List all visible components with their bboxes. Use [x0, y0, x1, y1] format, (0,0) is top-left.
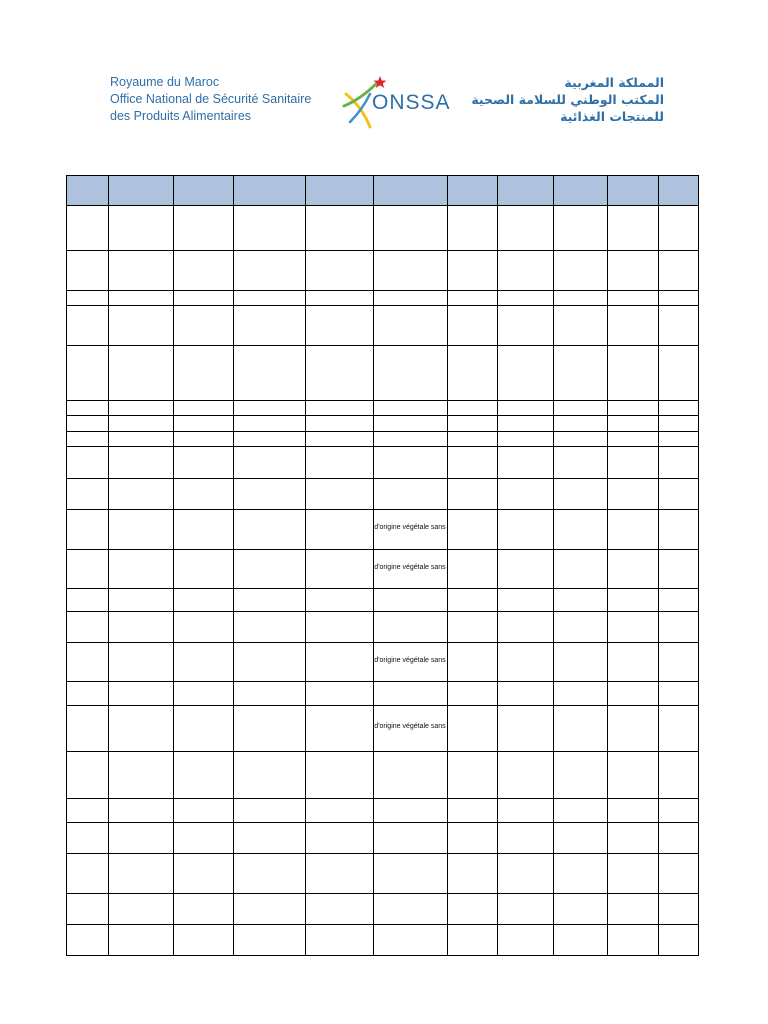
- cell-note: d'origine végétale sans: [374, 524, 446, 531]
- org-line-1: Royaume du Maroc: [110, 75, 220, 89]
- cell-note: d'origine végétale sans: [374, 723, 446, 730]
- org-name-french: [110, 74, 311, 125]
- org-name-arabic: [471, 74, 664, 125]
- org-line-3: des Produits Alimentaires: [110, 109, 252, 123]
- org-ar-line-3: للمنتجات الغذائية: [560, 109, 664, 124]
- org-ar-line-2: المكتب الوطني للسلامة الصحية: [471, 92, 664, 107]
- logo-text: ONSSA: [372, 91, 451, 114]
- org-ar-line-1: المملكة المغربية: [564, 75, 664, 90]
- org-line-2: Office National de Sécurité Sanitaire: [110, 92, 312, 106]
- cell-note: d'origine végétale sans: [374, 563, 446, 571]
- data-table: [66, 175, 699, 956]
- cell-note: d'origine végétale sans: [374, 656, 446, 664]
- onssa-logo: [340, 72, 470, 132]
- table-header-row: [66, 175, 699, 205]
